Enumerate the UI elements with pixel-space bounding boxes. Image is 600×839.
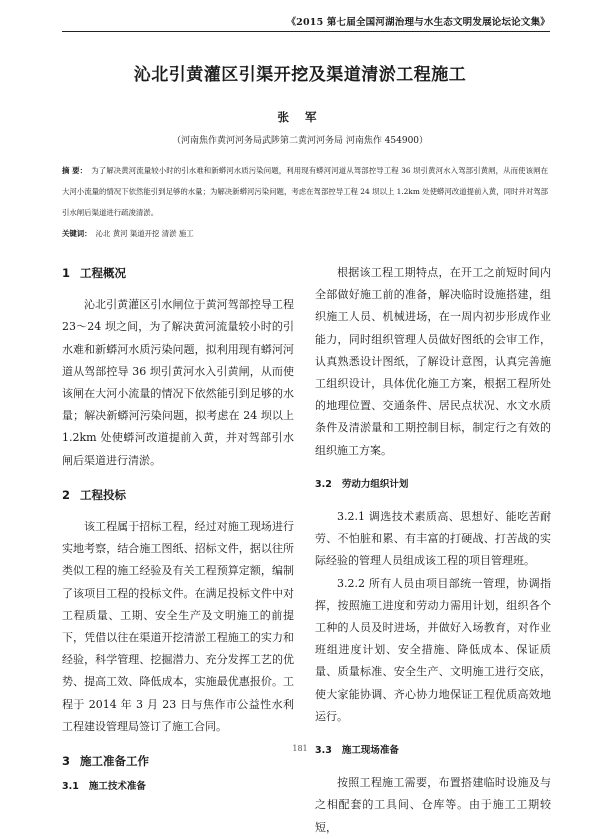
- subsection-heading: [315, 474, 551, 496]
- affiliation: （河南焦作黄河河务局武陟第二黄河河务局 河南焦作 454900）: [171, 136, 429, 146]
- subsection-title: 施工技术准备: [88, 781, 146, 793]
- page-number: 181: [292, 744, 308, 753]
- subsection-number: 3.1: [62, 781, 79, 793]
- subsection-number: 3.2: [315, 478, 332, 490]
- paragraph: 根据该工程工期特点，在开工之前短时间内全部做好施工前的准备，解决临时设施搭建，组织施工人员、机械进场，在一周内初步形成作业能力，同时组织管理人员做好图纸的会审工作，认真熟悉设计图纸，了解设计意图，认真完善施工组织设计，具体优化施工方案，根据工程所处的地理位置、交通条件、居民点状况、水文水质条件及清淤量和工期控制目标，制定行之有效的组织施工方案。: [315, 266, 551, 457]
- paragraph: 沁北引黄灌区引水闸位于黄河驾部控导工程 23～24 坝之间，为了解决黄河流量较小时的引水难和新蟒河水质污染问题，拟利用现有蟒河河道从驾部控导 36 坝引黄河水入引黄闸，从而使该闸在大河小流量的情况下依然能引到足够的水量；解决新蟒河污染问题，拟考虑在 24 坝以上 1.2km 处使蟒河改道提前入黄，并对驾部引水闸后渠道进行清淤。: [62, 298, 294, 467]
- subsection-heading: [62, 776, 294, 798]
- paragraph: 该工程属于招标工程，经过对施工现场进行实地考察，结合施工图纸、招标文件，据以往所类似工程的施工经验及有关工程预算定额，编制了该项目工程的投标文件。在满足投标文件中对工程质量、工期、安全生产及文明施工的前提下，凭借以往在渠道开挖清淤工程施工的实力和经验，科学管理、挖掘潜力、充分发挥工艺的优势、提高工效、降低成本，实施最优惠报价。工程于 2014 年 3 月 23 日与焦作市公益性水利工程建设管理局签订了施工合同。: [62, 520, 294, 733]
- header-rule: [62, 31, 550, 32]
- keywords-text: 沁北 黄河 渠道开挖 清淤 施工: [95, 229, 194, 238]
- subsection-number: 3.3: [315, 745, 332, 757]
- paragraph: 3.2.2 所有人员由项目部统一管理，协调指挥，按照施工进度和劳动力需用计划，组织各个工种的人员及时进场，并做好入场教育，对作业班组进度计划、安全措施、降低成本、保证质量、质量标准、安全生产、文明施工进行交底，使大家能协调、齐心协力地保证工程优质高效地运行。: [315, 576, 551, 723]
- left-column: [62, 262, 294, 798]
- keywords-label: 关键词：: [62, 229, 92, 238]
- subsection-title: 劳动力组织计划: [341, 478, 409, 490]
- section-title: 施工准备工作: [80, 754, 150, 769]
- author: 张 军: [277, 110, 323, 124]
- section-number: 1: [62, 266, 71, 280]
- abstract-text: 为了解决黄河流量较小时的引水难和新蟒河水质污染问题，利用现有蟒河河道从驾部控导工程 36 坝引黄河水入驾部引黄闸，从而使该闸在大河小流量的情况下依然能引到足够的水量；为解决新蟒河污染问题，考虑在驾部控导工程 24 坝以上 1.2km 处使蟒河改道提前入黄，同时并对驾部引水闸后渠道进行疏浚清淤。: [62, 166, 549, 217]
- section-number: 2: [62, 487, 71, 502]
- subsection-title: 施工现场准备: [341, 745, 399, 757]
- abstract: [62, 160, 548, 223]
- section-heading: [62, 750, 294, 772]
- paragraph: 按照工程施工需要，布置搭建临时设施及与之相配套的工具间、仓库等。由于施工工期较短，: [315, 776, 551, 834]
- section-heading: [62, 484, 294, 506]
- section-title: 工程投标: [80, 487, 127, 502]
- keywords: [62, 228, 548, 239]
- abstract-label: 摘 要：: [62, 166, 88, 175]
- running-head: 《2015 第七届全国河湖治理与水生态文明发展论坛论文集》: [286, 17, 550, 28]
- paragraph: 3.2.1 调选技术素质高、思想好、能吃苦耐劳、不怕脏和累、有丰富的打硬战、打苦战的实际经验的管理人员组成该工程的项目管理班。: [315, 510, 551, 568]
- section-heading: [62, 262, 294, 284]
- section-title: 工程概况: [80, 266, 127, 280]
- section-number: 3: [62, 754, 71, 769]
- paper-title: 沁北引黄灌区引渠开挖及渠道清淤工程施工: [133, 65, 467, 85]
